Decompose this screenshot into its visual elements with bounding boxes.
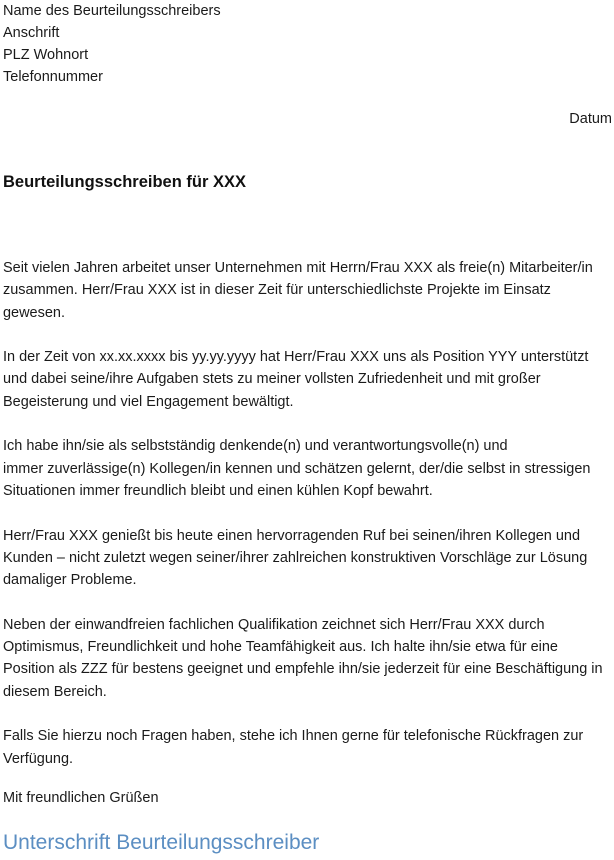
text-line: gewesen. — [3, 304, 65, 321]
text-line: Herr/Frau XXX genießt bis heute einen hervorragenden Ruf bei seinen/ihren Kollegen und — [3, 527, 581, 544]
text-line: Begeisterung und viel Engagement bewältigt. — [3, 393, 294, 410]
text-line: und dabei seine/ihre Aufgaben stets zu meiner vollsten Zufriedenheit und mit großer — [3, 371, 541, 388]
sender-city: PLZ Wohnort — [3, 47, 89, 63]
text-line: immer zuverlässige(n) Kollegen/in kennen und schätzen gelernt, der/die selbst in stressigen — [3, 460, 591, 477]
sender-phone: Telefonnummer — [3, 69, 103, 85]
paragraph — [3, 435, 612, 502]
paragraph — [3, 725, 612, 770]
text-line: Ich habe ihn/sie als selbstständig denkende(n) und verantwortungsvolle(n) und — [3, 438, 508, 455]
text-line: Optimismus, Freundlichkeit und hohe Teamfähigkeit aus. Ich halte ihn/sie etwa für eine — [3, 639, 558, 656]
text-line: Situationen immer freundlich bleibt und einen kühlen Kopf bewahrt. — [3, 482, 433, 499]
letter-subject: Beurteilungsschreiben für XXX — [3, 173, 246, 191]
text-line: damaliger Probleme. — [3, 572, 137, 589]
paragraph — [3, 525, 612, 592]
text-line: zusammen. Herr/Frau XXX ist in dieser Zeit für unterschiedlichste Projekte im Einsatz — [3, 282, 551, 299]
text-line: Seit vielen Jahren arbeitet unser Unternehmen mit Herrn/Frau XXX als freie(n) Mitarbeiter/in — [3, 260, 593, 276]
signature-placeholder: Unterschrift Beurteilungsschreiber — [3, 831, 320, 854]
letter-date: Datum — [569, 111, 612, 127]
text-line: diesem Bereich. — [3, 683, 107, 700]
paragraph — [3, 257, 612, 324]
sender-block — [3, 0, 403, 88]
letter-closing: Mit freundlichen Grüßen — [3, 790, 159, 806]
paragraph — [3, 346, 612, 413]
text-line: Verfügung. — [3, 750, 74, 767]
sender-name: Name des Beurteilungsschreibers — [3, 3, 221, 19]
text-line: In der Zeit von xx.xx.xxxx bis yy.yy.yyyy hat Herr/Frau XXX uns als Position YYY unterstützt — [3, 349, 589, 366]
text-line: Falls Sie hierzu noch Fragen haben, stehe ich Ihnen gerne für telefonische Rückfragen zur — [3, 728, 584, 745]
sender-address: Anschrift — [3, 25, 60, 41]
text-line: Position als ZZZ für bestens geeignet und empfehle ihn/sie jederzeit für eine Beschäftigung in — [3, 661, 603, 678]
letter-body — [3, 257, 612, 792]
text-line: Kunden – nicht zuletzt wegen seiner/ihrer zahlreichen konstruktiven Vorschläge zur Lösung — [3, 549, 588, 566]
text-line: Neben der einwandfreien fachlichen Qualifikation zeichnet sich Herr/Frau XXX durch — [3, 616, 545, 633]
paragraph — [3, 614, 612, 703]
